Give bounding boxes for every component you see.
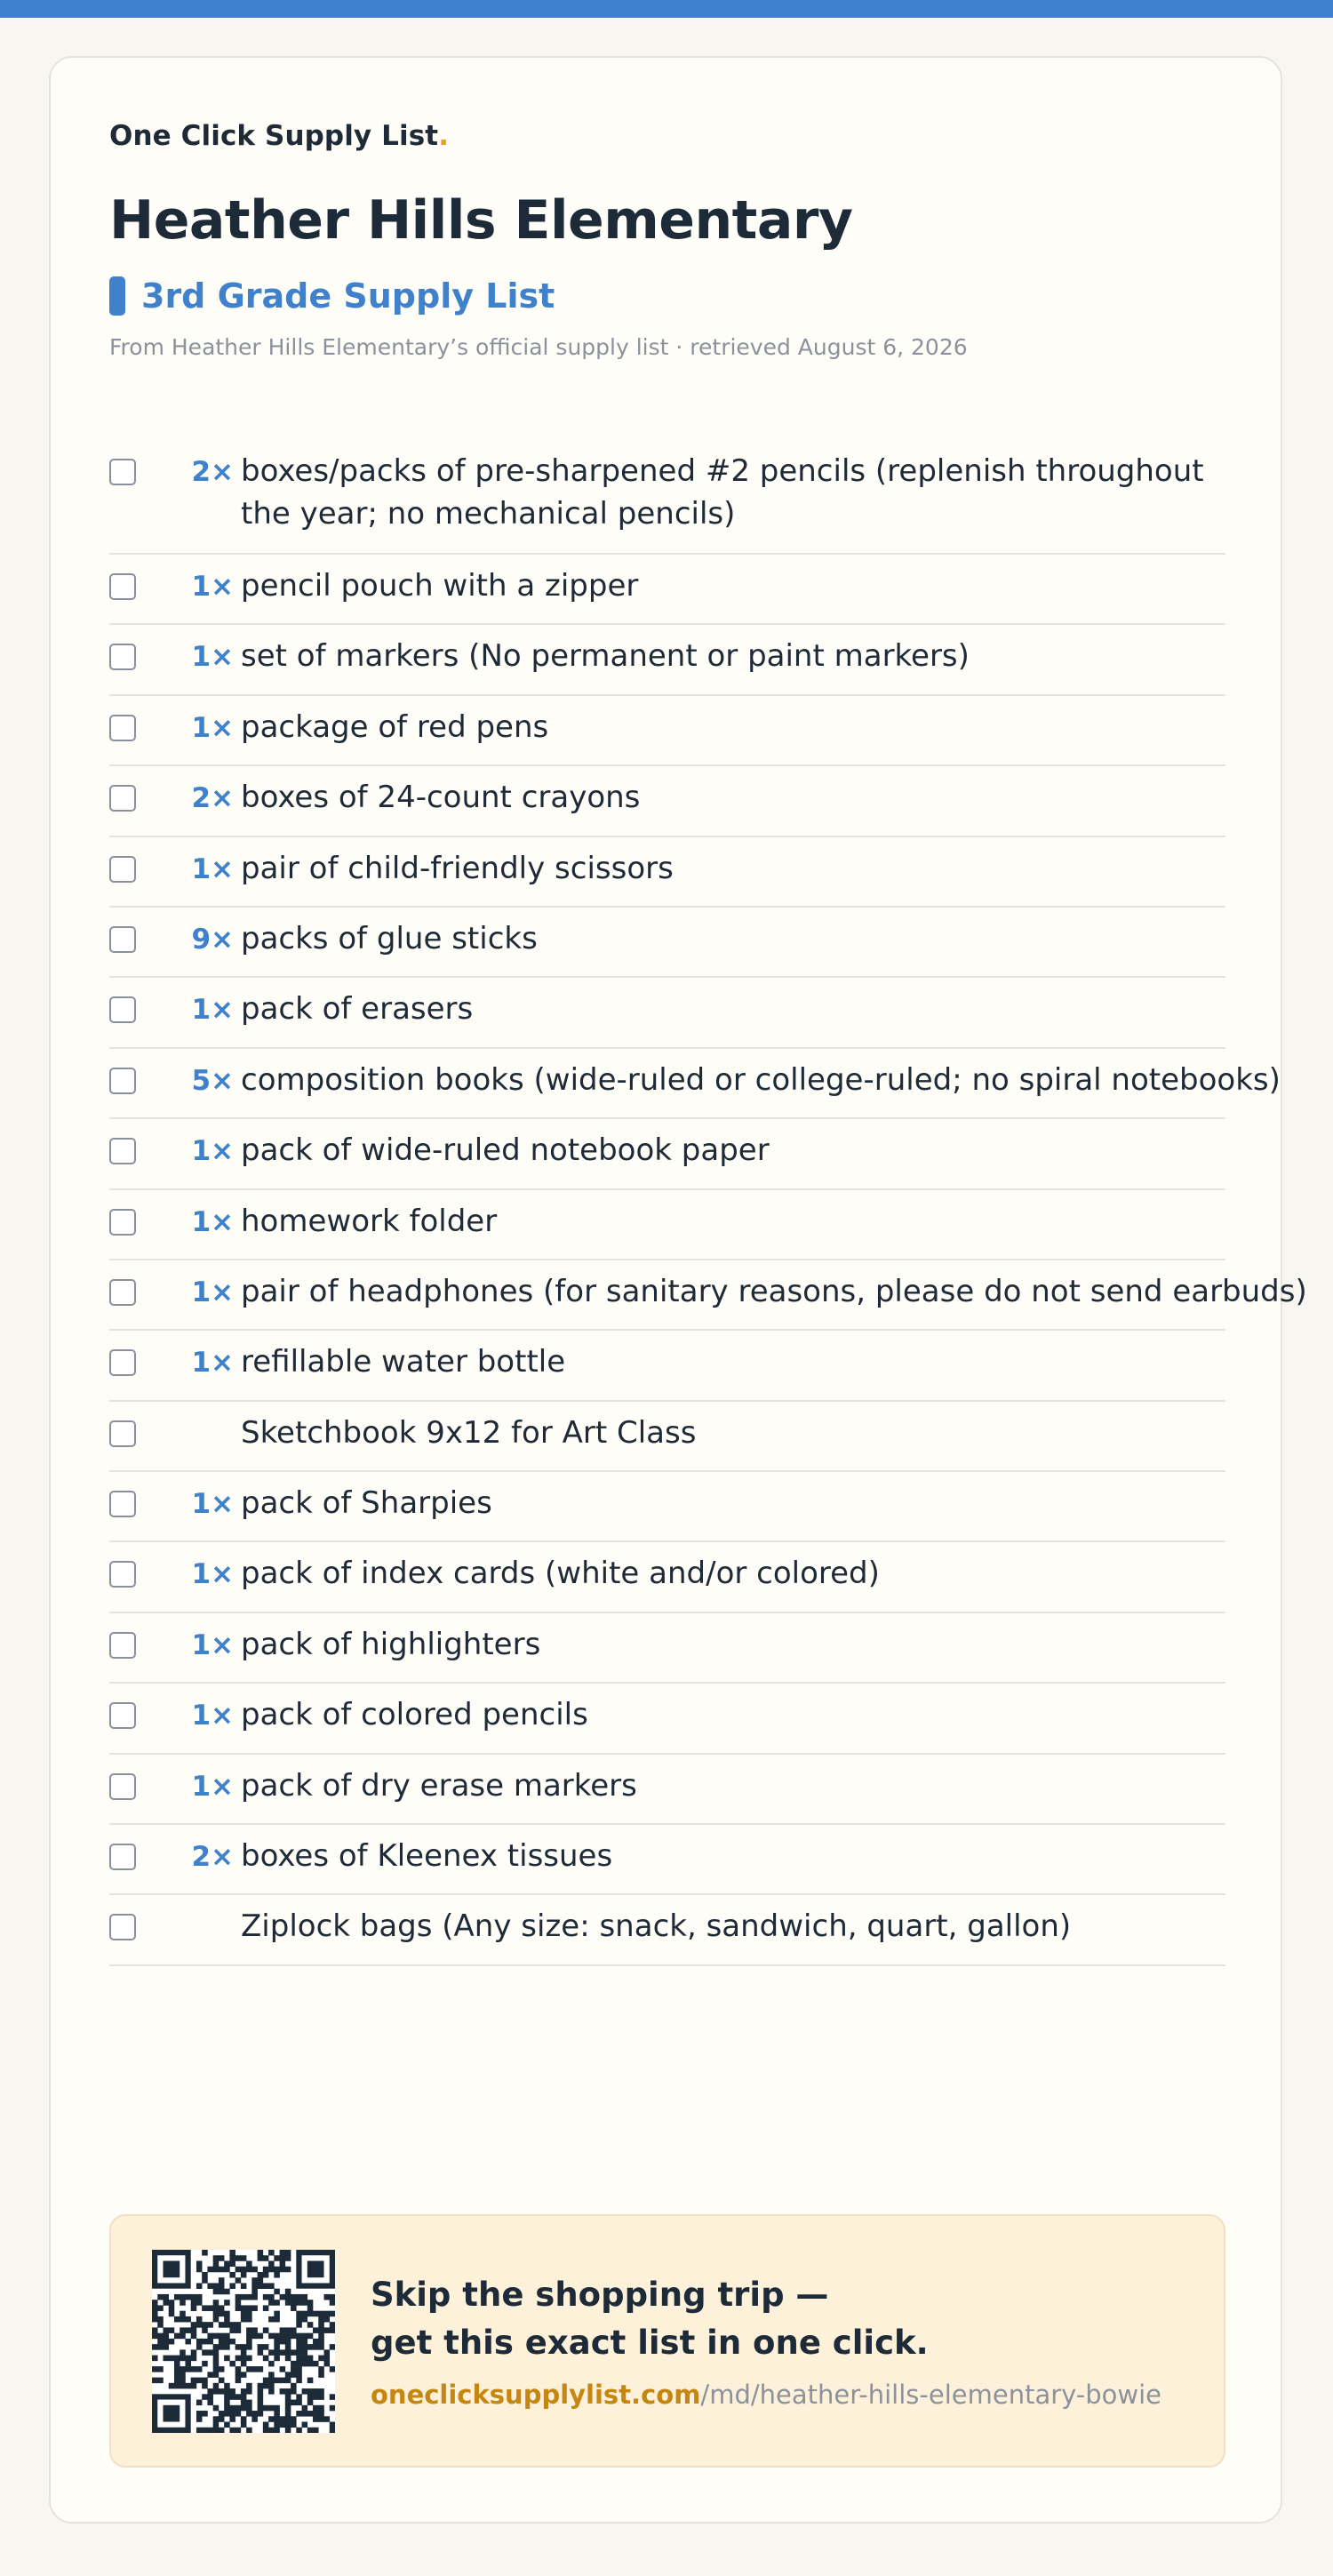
list-item xyxy=(109,1755,1225,1825)
brand-dot: . xyxy=(438,120,450,152)
promo-title-line1: Skip the shopping trip — xyxy=(371,2276,829,2314)
item-quantity: 9× xyxy=(191,923,234,956)
top-accent-bar xyxy=(0,0,1333,18)
list-item xyxy=(109,1049,1281,1119)
item-checkbox[interactable] xyxy=(109,573,136,600)
item-checkbox[interactable] xyxy=(109,1279,136,1306)
item-checkbox[interactable] xyxy=(109,1068,136,1094)
list-item xyxy=(109,1402,1225,1472)
item-name: package of red pens xyxy=(241,708,549,745)
list-item xyxy=(109,555,1225,625)
item-quantity: 1× xyxy=(191,994,234,1027)
item-name: homework folder xyxy=(241,1203,498,1239)
item-quantity: 1× xyxy=(191,1628,234,1661)
item-name: pack of erasers xyxy=(241,991,474,1028)
list-item xyxy=(109,1542,1225,1612)
list-item xyxy=(109,1613,1225,1684)
item-checkbox[interactable] xyxy=(109,1491,136,1517)
qr-code-icon[interactable] xyxy=(152,2250,335,2433)
supply-list-card xyxy=(49,56,1307,2524)
item-quantity: 1× xyxy=(191,571,234,603)
item-quantity: 1× xyxy=(191,1135,234,1168)
item-checkbox[interactable] xyxy=(109,1702,136,1729)
item-quantity: 1× xyxy=(191,852,234,885)
item-quantity: 1× xyxy=(191,1700,234,1732)
item-name: boxes of 24-count crayons xyxy=(241,780,641,816)
list-item xyxy=(109,1825,1225,1895)
item-checkbox[interactable] xyxy=(109,996,136,1023)
item-name: refillable water bottle xyxy=(241,1344,566,1380)
list-item xyxy=(109,766,1225,836)
item-checkbox[interactable] xyxy=(109,785,136,812)
item-checkbox[interactable] xyxy=(109,459,136,485)
grade-title: 3rd Grade Supply List xyxy=(141,276,555,316)
list-item xyxy=(109,1684,1225,1754)
item-checkbox[interactable] xyxy=(109,1561,136,1588)
list-item xyxy=(109,440,1225,555)
promo-title xyxy=(371,2271,1170,2367)
item-quantity: 1× xyxy=(191,711,234,744)
promo-link-host: oneclicksupplylist.com xyxy=(371,2380,701,2410)
item-checkbox[interactable] xyxy=(109,926,136,953)
item-checkbox[interactable] xyxy=(109,1420,136,1447)
item-name: pair of headphones (for sanitary reasons, please do not send earbuds) xyxy=(241,1273,1307,1309)
item-quantity: 2× xyxy=(191,782,234,815)
item-name: set of markers (No permanent or paint markers) xyxy=(241,638,970,675)
item-checkbox[interactable] xyxy=(109,1773,136,1800)
list-item xyxy=(109,908,1225,978)
grade-heading xyxy=(109,275,555,317)
item-name: packs of glue sticks xyxy=(241,920,538,956)
list-item xyxy=(109,1119,1225,1189)
item-quantity: 2× xyxy=(191,1841,234,1874)
brand-name: One Click Supply List xyxy=(109,120,439,152)
list-item xyxy=(109,978,1225,1048)
item-checkbox[interactable] xyxy=(109,1209,136,1236)
item-name: pack of colored pencils xyxy=(241,1697,588,1733)
list-item xyxy=(109,1895,1225,1965)
source-note: From Heather Hills Elementary’s official supply list · retrieved August 6, 2026 xyxy=(109,334,968,360)
item-name: composition books (wide-ruled or college-ruled; no spiral notebooks) xyxy=(241,1061,1281,1098)
item-name: pair of child-friendly scissors xyxy=(241,850,674,886)
item-quantity: 1× xyxy=(191,641,234,674)
list-item xyxy=(109,837,1225,908)
grade-accent-bar xyxy=(109,276,125,316)
item-name: pack of dry erase markers xyxy=(241,1767,637,1804)
item-checkbox[interactable] xyxy=(109,1349,136,1376)
item-name: pack of index cards (white and/or colored) xyxy=(241,1556,880,1592)
list-item xyxy=(109,1472,1225,1542)
item-name: boxes of Kleenex tissues xyxy=(241,1838,613,1875)
item-quantity: 1× xyxy=(191,1347,234,1380)
item-name: pack of highlighters xyxy=(241,1626,541,1662)
list-item xyxy=(109,696,1225,766)
item-checkbox[interactable] xyxy=(109,644,136,670)
item-checkbox[interactable] xyxy=(109,1844,136,1870)
item-quantity: 1× xyxy=(191,1558,234,1591)
item-name: pencil pouch with a zipper xyxy=(241,568,639,604)
item-name: pack of wide-ruled notebook paper xyxy=(241,1132,770,1169)
list-item xyxy=(109,625,1225,695)
brand-logo[interactable] xyxy=(109,120,449,152)
item-checkbox[interactable] xyxy=(109,856,136,883)
item-quantity: 5× xyxy=(191,1064,234,1097)
item-checkbox[interactable] xyxy=(109,1914,136,1940)
item-quantity: 1× xyxy=(191,1770,234,1803)
item-name: pack of Sharpies xyxy=(241,1485,492,1522)
item-quantity: 1× xyxy=(191,1488,234,1521)
item-checkbox[interactable] xyxy=(109,715,136,741)
item-quantity: 1× xyxy=(191,1205,234,1238)
item-quantity: 2× xyxy=(191,456,234,488)
item-name: Ziplock bags (Any size: snack, sandwich, quart, gallon) xyxy=(241,1908,1072,1945)
promo-link[interactable] xyxy=(371,2380,1161,2410)
qr-code-graphic xyxy=(152,2250,335,2433)
promo-title-line2: get this exact list in one click. xyxy=(371,2324,929,2362)
item-checkbox[interactable] xyxy=(109,1632,136,1659)
promo-banner[interactable] xyxy=(109,2214,1225,2468)
list-item xyxy=(109,1260,1307,1331)
school-name: Heather Hills Elementary xyxy=(109,189,853,252)
list-item xyxy=(109,1331,1225,1401)
supply-list xyxy=(109,440,1307,1966)
item-checkbox[interactable] xyxy=(109,1138,136,1164)
item-quantity: 1× xyxy=(191,1276,234,1308)
item-name: boxes/packs of pre-sharpened #2 pencils (replenish throughout the year; no mechanical pencils) xyxy=(241,453,1204,532)
promo-link-path: /md/heather-hills-elementary-bowie xyxy=(700,2380,1162,2410)
list-item xyxy=(109,1190,1225,1260)
item-name: Sketchbook 9x12 for Art Class xyxy=(241,1414,697,1451)
